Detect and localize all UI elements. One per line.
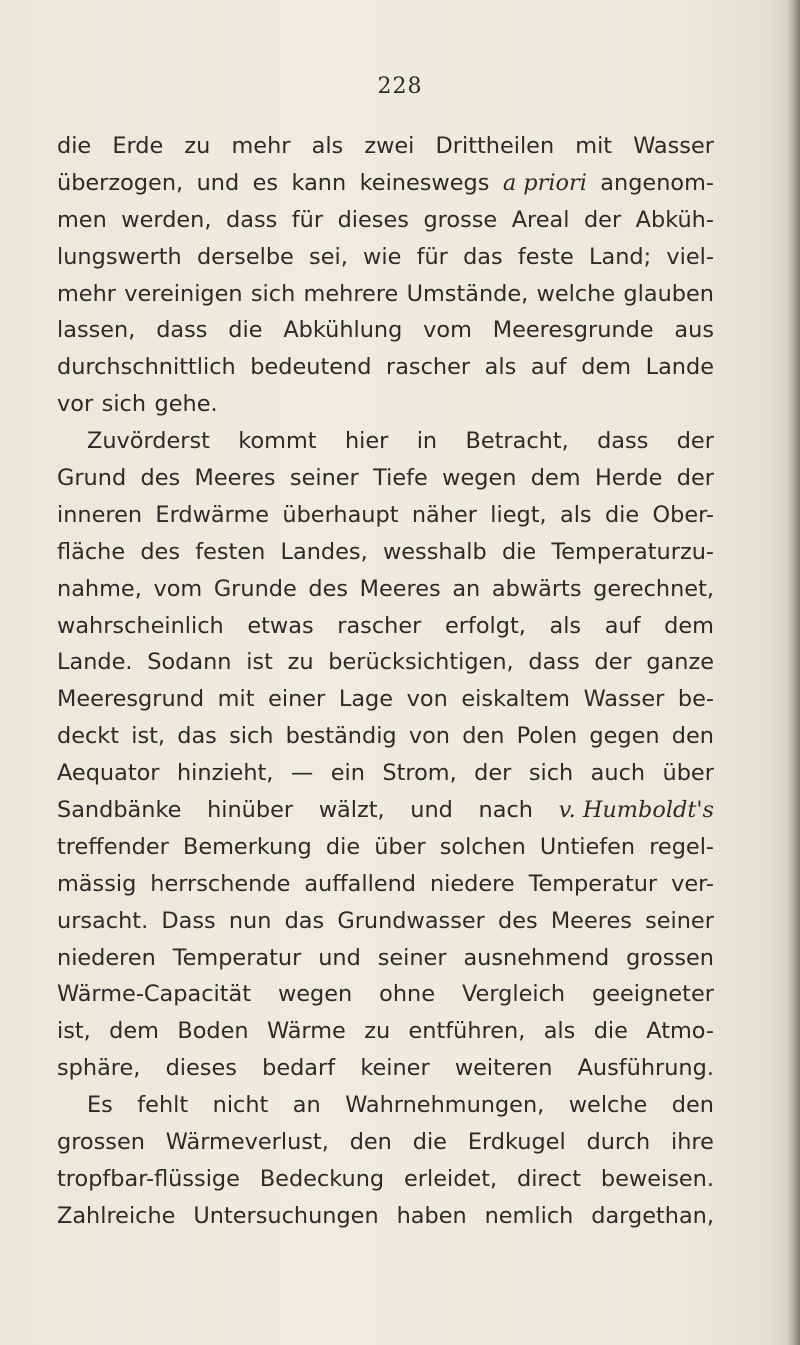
word: des xyxy=(308,575,349,602)
word: wie xyxy=(363,243,402,270)
text-line xyxy=(57,1087,714,1124)
word: dieses xyxy=(165,1055,237,1082)
word: ursacht. xyxy=(57,907,149,934)
word: den xyxy=(671,1092,714,1119)
text-line xyxy=(57,128,714,165)
text-line xyxy=(57,829,714,866)
word: vereinigen xyxy=(124,280,243,307)
italic-word: v. Humboldt's xyxy=(558,797,714,824)
word: rascher xyxy=(386,354,471,381)
word: tropfbar-flüssige xyxy=(57,1165,240,1192)
text-line xyxy=(57,460,714,497)
word: deckt xyxy=(57,723,120,750)
word: werden, xyxy=(121,206,212,233)
word: Umstände, xyxy=(406,280,529,307)
word: Meeres xyxy=(359,575,441,602)
word: Sodann xyxy=(147,649,232,676)
word: Erdkugel xyxy=(467,1129,566,1156)
word: zwei xyxy=(364,133,415,159)
word: sei, xyxy=(309,243,348,270)
word: Sandbänke xyxy=(57,797,182,824)
word: dass xyxy=(156,317,208,344)
word: Grundwasser xyxy=(337,907,485,934)
word: das xyxy=(284,907,325,934)
word: inneren xyxy=(57,501,143,528)
word: als xyxy=(549,612,582,639)
word: wegen xyxy=(442,465,517,492)
word: hier xyxy=(344,428,389,455)
word: von xyxy=(406,686,448,713)
word: ein xyxy=(330,760,365,787)
word: den xyxy=(349,1129,392,1156)
word: Betracht, xyxy=(465,428,569,455)
word: welche xyxy=(568,1092,648,1119)
word: über xyxy=(374,833,426,860)
word: glauben xyxy=(623,280,714,307)
italic-word: a priori xyxy=(502,169,587,196)
word: nicht xyxy=(212,1092,269,1119)
word: die xyxy=(501,538,537,565)
word: bedeutend xyxy=(250,354,372,381)
word: be- xyxy=(677,686,714,713)
word: als xyxy=(559,501,592,528)
word: Vergleich xyxy=(461,981,566,1008)
word: überzogen, xyxy=(57,169,184,196)
word: auffallend xyxy=(304,870,416,897)
word: Atmo- xyxy=(646,1018,714,1045)
word: Lande. xyxy=(57,649,133,676)
word: wesshalb xyxy=(382,538,487,565)
word: Herde xyxy=(594,465,663,492)
word: eiskaltem xyxy=(461,686,570,713)
word: die xyxy=(593,1018,628,1045)
word: grossen xyxy=(626,944,714,971)
word: und xyxy=(318,944,361,971)
word: dieses xyxy=(337,206,409,233)
text-line xyxy=(57,903,714,940)
word: grosse xyxy=(423,206,498,233)
word: niederen xyxy=(57,944,156,971)
word: als xyxy=(543,1018,576,1045)
text-line xyxy=(57,534,714,571)
word: Landes, xyxy=(280,538,368,565)
word: Zahlreiche xyxy=(57,1202,176,1229)
word: Ober- xyxy=(652,501,714,528)
word: beweisen. xyxy=(600,1165,714,1192)
word: die xyxy=(57,133,92,159)
word: weiteren xyxy=(454,1055,553,1082)
word: dem xyxy=(530,465,581,492)
word: gehe. xyxy=(154,391,218,418)
word: Meeresgrunde xyxy=(492,317,654,344)
word: Wärmeverlust, xyxy=(165,1129,329,1156)
word: einer xyxy=(268,686,326,713)
word: kommt xyxy=(238,428,317,455)
word: ganze xyxy=(646,649,714,676)
word: solchen xyxy=(439,833,526,860)
text-line xyxy=(57,976,714,1013)
word: des xyxy=(498,907,538,934)
page-edge-shadow xyxy=(786,0,800,1345)
text-line xyxy=(57,423,714,460)
text-line xyxy=(57,312,714,349)
word: gegen xyxy=(589,723,660,750)
word: feste xyxy=(517,243,574,270)
word: zu xyxy=(364,1018,391,1045)
word: keiner xyxy=(360,1055,430,1082)
word: Bedeckung xyxy=(259,1165,385,1192)
word: Areal xyxy=(511,206,570,233)
word: Land; xyxy=(589,243,652,270)
word: die xyxy=(228,317,263,344)
text-line xyxy=(57,497,714,534)
word: Meeres xyxy=(550,907,632,934)
word: seiner xyxy=(377,944,447,971)
word: vom xyxy=(423,317,472,344)
word: nahme, xyxy=(57,575,142,602)
word: Abküh- xyxy=(635,206,714,233)
word: die xyxy=(412,1129,447,1156)
word: dargethan, xyxy=(591,1202,714,1229)
text-line xyxy=(57,1013,714,1050)
text-line xyxy=(57,571,714,608)
word: beständig xyxy=(285,723,397,750)
text-line xyxy=(57,202,714,239)
word: den xyxy=(671,723,714,750)
word: das xyxy=(177,723,217,750)
word: — xyxy=(290,760,314,787)
body-text xyxy=(57,128,714,1235)
text-line xyxy=(57,866,714,903)
word: festen xyxy=(195,538,266,565)
word: dem xyxy=(109,1018,159,1045)
word: mehr xyxy=(57,280,116,307)
word: ist xyxy=(246,649,273,676)
word: fläche xyxy=(57,538,126,565)
word: Temperatur xyxy=(528,870,658,897)
page-number: 228 xyxy=(377,74,423,99)
word: Grund xyxy=(57,465,127,492)
word: rascher xyxy=(337,612,422,639)
word: derselbe xyxy=(196,243,294,270)
word: mit xyxy=(575,133,613,159)
word: Meeres xyxy=(194,465,276,492)
text-line xyxy=(57,276,714,313)
word: Tiefe xyxy=(373,465,428,492)
text-line xyxy=(57,718,714,755)
word: für xyxy=(291,206,324,233)
word: abwärts xyxy=(491,575,582,602)
word: gerechnet, xyxy=(593,575,714,602)
word: in xyxy=(416,428,438,455)
text-line xyxy=(57,1124,714,1161)
word: regel- xyxy=(649,833,714,860)
word: Strom, xyxy=(382,760,457,787)
word: für xyxy=(416,243,448,270)
word: zu xyxy=(184,133,211,159)
word: die xyxy=(604,501,640,528)
word: ist, xyxy=(131,723,166,750)
word: treffender xyxy=(57,833,169,860)
word: Lage xyxy=(338,686,394,713)
word: welche xyxy=(536,280,616,307)
word: sich xyxy=(101,391,147,418)
word: bedarf xyxy=(262,1055,336,1082)
word: Grunde xyxy=(213,575,297,602)
word: durchschnittlich xyxy=(57,354,236,381)
word: sich xyxy=(229,723,274,750)
word: ihre xyxy=(671,1129,714,1156)
word: ist, xyxy=(57,1018,91,1045)
word: Boden xyxy=(177,1018,249,1045)
word: viel- xyxy=(666,243,714,270)
word: erfolgt, xyxy=(444,612,526,639)
word: der xyxy=(474,760,512,787)
word: die xyxy=(325,833,361,860)
word: Polen xyxy=(516,723,578,750)
word: keineswegs xyxy=(359,169,490,196)
word: Erdwärme xyxy=(155,501,270,528)
word: Ausführung. xyxy=(577,1055,714,1082)
word: auch xyxy=(590,760,646,787)
word: nach xyxy=(478,797,533,824)
word: den xyxy=(462,723,505,750)
text-line xyxy=(57,755,714,792)
word: mehrere xyxy=(303,280,399,307)
word: Wasser xyxy=(583,686,665,713)
word: des xyxy=(140,538,180,565)
text-line xyxy=(57,792,714,829)
word: sich xyxy=(528,760,574,787)
text-line xyxy=(57,681,714,718)
word: lungswerth xyxy=(57,243,182,270)
word: dass xyxy=(226,206,278,233)
text-line xyxy=(57,386,714,423)
word: Temperaturzu- xyxy=(551,538,714,565)
word: vor xyxy=(57,391,94,418)
word: Untiefen xyxy=(539,833,636,860)
word: vom xyxy=(153,575,203,602)
word: Aequator xyxy=(57,760,160,787)
word: der xyxy=(583,206,622,233)
word: Abkühlung xyxy=(283,317,403,344)
word: men xyxy=(57,206,107,233)
text-line xyxy=(57,1050,714,1087)
word: hinüber xyxy=(207,797,294,824)
word: der xyxy=(676,465,714,492)
word: herrschende xyxy=(150,870,291,897)
word: berücksichtigen, xyxy=(328,649,514,676)
word: von xyxy=(408,723,450,750)
word: grossen xyxy=(57,1129,145,1156)
word: direct xyxy=(517,1165,582,1192)
text-line xyxy=(57,1161,714,1198)
word: Dass xyxy=(161,907,216,934)
word: Erde xyxy=(112,133,164,159)
word: dass xyxy=(528,649,580,676)
word: dem xyxy=(581,354,632,381)
word: seiner xyxy=(645,907,714,934)
word: nun xyxy=(228,907,272,934)
text-line xyxy=(57,349,714,386)
word: Temperatur xyxy=(172,944,302,971)
word: entführen, xyxy=(408,1018,526,1045)
word: an xyxy=(292,1092,321,1119)
word: des xyxy=(140,465,181,492)
word: ver- xyxy=(671,870,714,897)
word: kann xyxy=(291,169,347,196)
word: als xyxy=(311,133,344,159)
word: und xyxy=(196,169,240,196)
word: lassen, xyxy=(57,317,136,344)
word: wahrscheinlich xyxy=(57,612,224,639)
word: dass xyxy=(597,428,649,455)
word: angenom- xyxy=(600,169,714,196)
word: etwas xyxy=(247,612,314,639)
word: liegt, xyxy=(490,501,547,528)
word: sich xyxy=(250,280,296,307)
word: sphäre, xyxy=(57,1055,141,1082)
word: zu xyxy=(287,649,314,676)
word: mit xyxy=(217,686,255,713)
word: überhaupt xyxy=(282,501,399,528)
word: geeigneter xyxy=(592,981,714,1008)
word: Meeresgrund xyxy=(57,686,205,713)
word: dem xyxy=(664,612,714,639)
word: auf xyxy=(604,612,641,639)
word: Wasser xyxy=(633,133,714,159)
word: Wahrnehmungen, xyxy=(345,1092,545,1119)
word: mässig xyxy=(57,870,137,897)
word: an xyxy=(452,575,481,602)
word: Es xyxy=(87,1092,113,1119)
word: Zuvörderst xyxy=(87,428,210,455)
word: erleidet, xyxy=(404,1165,498,1192)
text-line xyxy=(57,1198,714,1235)
word: näher xyxy=(411,501,477,528)
text-line xyxy=(57,940,714,977)
text-line xyxy=(57,644,714,681)
word: Bemerkung xyxy=(182,833,312,860)
word: niedere xyxy=(429,870,515,897)
word: Lande xyxy=(645,354,714,381)
word: das xyxy=(463,243,503,270)
word: Untersuchungen xyxy=(193,1202,379,1229)
word: wälzt, xyxy=(318,797,385,824)
word: Wärme-Capacität xyxy=(57,981,252,1008)
word: es xyxy=(252,169,279,196)
word: der xyxy=(594,649,632,676)
text-line xyxy=(57,608,714,645)
word: wegen xyxy=(277,981,353,1008)
word: aus xyxy=(674,317,714,344)
word: über xyxy=(662,760,714,787)
text-line xyxy=(57,165,714,202)
word: und xyxy=(410,797,453,824)
word: hinzieht, xyxy=(176,760,274,787)
word: auf xyxy=(530,354,567,381)
word: Wärme xyxy=(266,1018,346,1045)
word: ausnehmend xyxy=(463,944,610,971)
word: fehlt xyxy=(137,1092,189,1119)
text-line xyxy=(57,239,714,276)
word: als xyxy=(484,354,517,381)
word: ohne xyxy=(379,981,436,1008)
word: Drittheilen xyxy=(435,133,555,159)
word: der xyxy=(676,428,714,455)
word: nemlich xyxy=(484,1202,574,1229)
word: seiner xyxy=(289,465,359,492)
word: durch xyxy=(586,1129,651,1156)
word: haben xyxy=(396,1202,467,1229)
word: mehr xyxy=(231,133,291,159)
